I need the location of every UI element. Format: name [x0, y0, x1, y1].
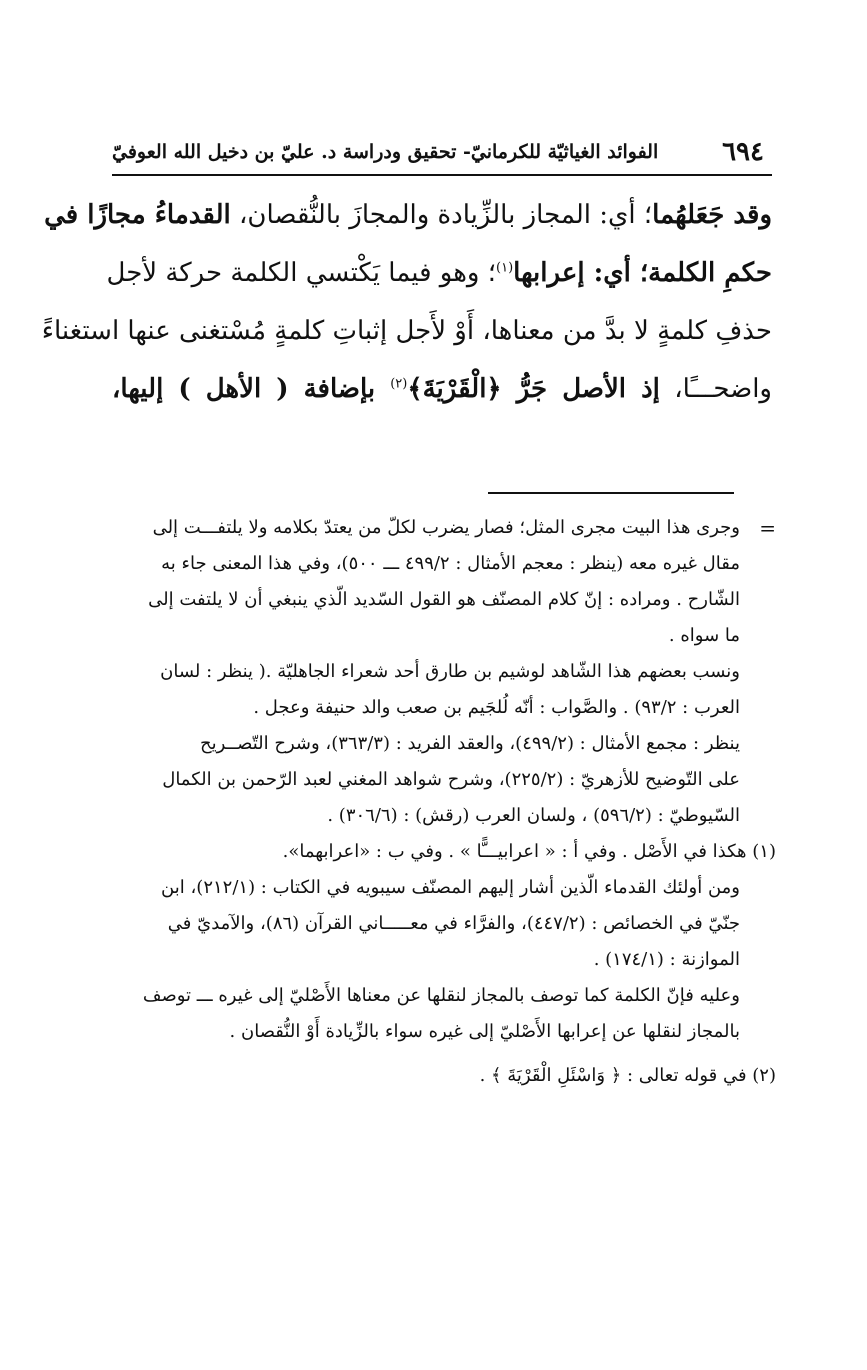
footnote-ref: (١): [496, 260, 514, 276]
footnote-ref: (٢): [390, 376, 408, 392]
running-header: [112, 132, 764, 172]
footnote-line: العرب : ٩٣/٢) . والصَّواب : أنّه لُلجَيم بن صعب والد حنيفة وعجل .: [253, 697, 740, 718]
footnotes: [110, 510, 776, 1094]
main-plain-text: ؛ وهو فيما يَكْتسي الكلمة حركة لأجل: [106, 258, 496, 288]
continuation-mark: =: [759, 516, 776, 540]
main-line-3: حذفِ كلمةٍ لا بدَّ من معناها، أَوْ لأَجل إثباتِ كلمةٍ مُسْتغنى عنها استغناءً: [41, 316, 772, 346]
main-plain-text: ؛ أي: المجاز بالزِّيادة والمجازَ بالنُّقصان،: [230, 200, 653, 230]
footnote-line: على التّوضيح للأزهريّ : (٢٢٥/٢)، وشرح شواهد المغني لعبد الرّحمن بن الكمال: [162, 769, 740, 790]
main-bold-text: حكمِ الكلمة؛ أي: إعرابها: [513, 258, 772, 288]
main-line-2: [106, 244, 772, 302]
page-number: ٦٩٤: [722, 137, 764, 167]
footnote-line: الموازنة : (١٧٤/١) .: [593, 949, 740, 970]
main-bold-text: إذ الأصل جَرُّ ﴿الْقَرْيَةَ﴾: [407, 374, 660, 404]
footnote-line: مقال غيره معه (ينظر : معجم الأمثال : ٤٩٩/٢ ـــ ٥٠٠)، وفي هذا المعنى جاء به: [161, 553, 740, 574]
footnote-line: وجرى هذا البيت مجرى المثل؛ فصار يضرب لكلّ من يعتدّ بكلامه ولا يلتفـــت إلى: [152, 517, 740, 538]
main-plain-text: واضحـــًا،: [659, 374, 772, 404]
footnote-line: وعليه فإنّ الكلمة كما توصف بالمجاز لنقلها عن معناها الأَصْليّ إلى غيره ـــ توصف: [142, 985, 740, 1006]
footnote-line: جنّيّ في الخصائص : (٤٤٧/٢)، والفرَّاء في معـــــاني القرآن (٨٦)، والآمديّ في: [167, 913, 740, 934]
footnote-1: (١) هكذا في الأَصْل . وفي أ : « اعرابيـــًّا » . وفي ب : «اعرابهما».: [282, 841, 776, 862]
footnote-2: (٢) في قوله تعالى : ﴿ وَاسْئَلِ الْقَرْيَةَ ﴾ .: [479, 1065, 776, 1086]
main-bold-text: بإضافة ( الأهل ) إليها،: [112, 374, 391, 404]
footnote-line: ونسب بعضهم هذا الشّاهد لوشيم بن طارق أحد شعراء الجاهليّة .( ينظر : لسان: [160, 661, 740, 682]
main-bold-text: القدماءُ مجازًا في: [44, 200, 231, 230]
header-title: الفوائد الغياثيّة للكرمانيّ- تحقيق ودراسة د. عليّ بن دخيل الله العوفيّ: [112, 141, 659, 163]
footnote-line: السّيوطيّ : (٥٩٦/٢) ، ولسان العرب (رقش) : (٣٠٦/٦) .: [327, 805, 740, 826]
footnote-separator: [488, 492, 734, 494]
main-line-4: [112, 360, 772, 418]
footnote-line: بالمجاز لنقلها عن إعرابها الأَصْليّ إلى غيره سواء بالزِّيادة أَوْ النُّقصان .: [229, 1021, 740, 1042]
footnote-line: ما سواه .: [668, 625, 740, 646]
footnote-line: ينظر : مجمع الأمثال : (٤٩٩/٢)، والعقد الفريد : (٣٦٣/٣)، وشرح التّصــريح: [200, 733, 740, 754]
main-bold-text: وقد جَعَلهُما: [652, 200, 772, 230]
footnote-line: الشّارح . ومراده : إنّ كلام المصنّف هو القول السّديد الّذي ينبغي أن لا يلتفت إلى: [148, 589, 740, 610]
main-line-1: [44, 186, 772, 244]
main-text: [41, 186, 772, 418]
header-rule: [112, 174, 772, 176]
footnote-line: ومن أولئك القدماء الّذين أشار إليهم المصنّف سيبويه في الكتاب : (٢١٢/١)، ابن: [161, 877, 740, 898]
